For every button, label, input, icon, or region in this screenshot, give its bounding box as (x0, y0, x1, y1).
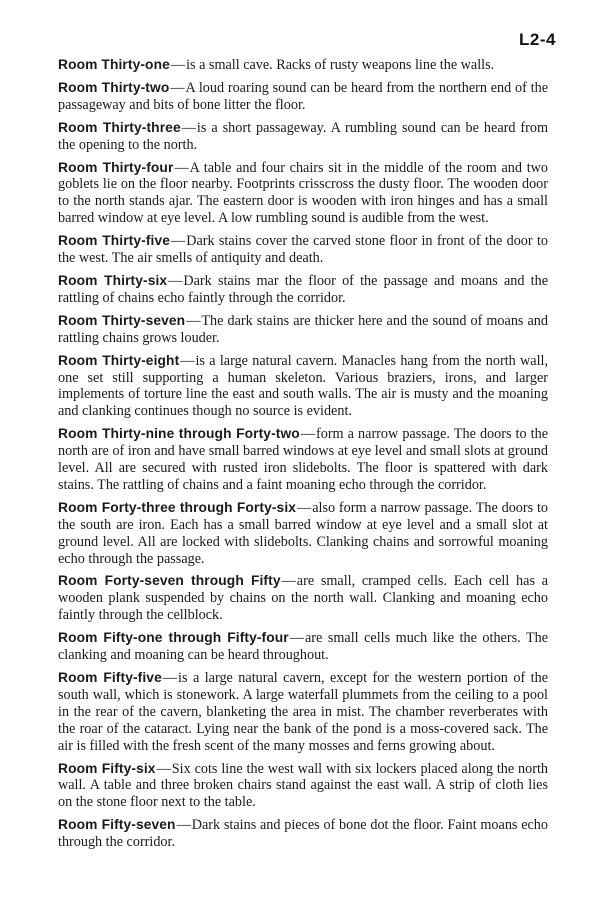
page-code: L2-4 (519, 30, 556, 49)
em-dash: — (170, 57, 186, 73)
room-entry (58, 573, 548, 624)
room-title: Room Thirty-eight (58, 352, 180, 368)
room-text: Dark stains and pieces of bone dot the floor. Faint moans echo through the corridor. (58, 817, 548, 851)
room-text: is a short passageway. A rumbling sound can be heard from the opening to the north. (58, 119, 548, 153)
room-text: are small, cramped cells. Each cell has a wooden plank suspended by chains on the north wall. Clanking and moaning echo faintly through the cellblock. (58, 573, 548, 624)
em-dash: — (176, 817, 191, 834)
room-title: Room Thirty-six (58, 272, 168, 288)
room-entry (58, 630, 548, 664)
room-title: Room Thirty-five (58, 233, 171, 249)
room-title: Room Thirty-two (58, 79, 170, 95)
room-entry (58, 817, 548, 851)
room-entry (58, 120, 548, 154)
room-entry (58, 313, 548, 347)
room-title: Room Thirty-four (58, 159, 174, 175)
room-text: is a large natural cavern. Manacles hang from the north wall, one set still supporting a human skeleton. Various braziers, irons, and larger implements of torture line the east and south walls. The air is musty and the moaning and clanking continues though no source is evident. (58, 352, 549, 420)
room-descriptions (58, 57, 548, 857)
room-entry (58, 500, 548, 568)
room-title: Room Thirty-three (58, 119, 181, 135)
room-text: A table and four chairs sit in the middle of the room and two goblets lie on the floor nearby. Footprints crisscross the dusty floor. The wooden door to the north stands ajar. The eastern door is wooden with iron hinges and has a small barred window at eye level. A low rumbling sound is audible from the west. (58, 159, 548, 227)
em-dash: — (289, 630, 304, 647)
room-title: Room Thirty-one (58, 57, 170, 72)
room-title: Room Fifty-seven (58, 817, 176, 833)
room-title: Room Forty-three through Forty-six (58, 499, 297, 515)
room-entry (58, 80, 548, 114)
room-text: is a small cave. Racks of rusty weapons line the walls. (186, 57, 495, 73)
room-text: also form a narrow passage. The doors to the south are iron. Each has a small barred window at eye level and a small slot at ground level. All are locked with slidebolts. Clanking chains and sorrowful moaning echo through the passage. (58, 499, 548, 567)
em-dash: — (170, 79, 185, 96)
room-text: are small cells much like the others. The clanking and moaning can be heard throughout. (58, 630, 548, 664)
room-title: Room Thirty-nine through Forty-two (58, 426, 300, 442)
em-dash: — (174, 159, 189, 176)
em-dash: — (162, 670, 178, 686)
room-entry (58, 233, 548, 267)
room-text: Dark stains cover the carved stone floor in front of the door to the west. The air smells of antiquity and death. (58, 233, 548, 267)
em-dash: — (181, 119, 196, 136)
room-text: The dark stains are thicker here and the sound of moans and rattling chains grows louder. (58, 312, 548, 346)
room-title: Room Forty-seven through Fifty (58, 573, 281, 589)
em-dash: — (168, 272, 183, 289)
em-dash: — (180, 352, 195, 369)
room-entry (58, 670, 548, 755)
room-text: A loud roaring sound can be heard from the northern end of the passageway and bits of bone litter the floor. (58, 79, 548, 113)
room-title: Room Thirty-seven (58, 312, 186, 328)
room-entry (58, 353, 548, 421)
room-title: Room Fifty-six (58, 760, 156, 776)
room-title: Room Fifty-one through Fifty-four (58, 630, 289, 646)
room-entry (58, 160, 548, 228)
room-text: Dark stains mar the floor of the passage and moans and the rattling of chains echo faintly through the corridor. (58, 272, 548, 306)
room-text: Six cots line the west wall with six lockers placed along the north wall. A table and three broken chairs stand against the east wall. A strip of cloth lies on the stone floor next to the table. (58, 760, 549, 811)
em-dash: — (300, 426, 316, 443)
room-title: Room Fifty-five (58, 670, 162, 685)
room-entry (58, 426, 548, 494)
em-dash: — (156, 760, 171, 777)
room-text: form a narrow passage. The doors to the north are of iron and have small barred windows at eye level and small slots at ground level. All are secured with rusted iron slidebolts. The floor is spattered with dark stains. The rattling of chains and a faint moaning echo through the corridor. (58, 426, 549, 493)
em-dash: — (171, 233, 186, 250)
room-entry (58, 761, 548, 812)
em-dash: — (297, 499, 312, 516)
em-dash: — (186, 312, 201, 329)
room-entry (58, 273, 548, 307)
em-dash: — (281, 573, 296, 590)
room-text: is a large natural cavern, except for the western portion of the south wall, which is stonework. A large waterfall plummets from the ceiling to a pool in the rear of the cavern, blanketing the area in mist. The chamber reverberates with the roar of the cataract. Lying near the bank of the pond is a moss-covered sack. The air is filled with the fresh scent of the many mosses and ferns growing about. (58, 670, 548, 754)
room-entry (58, 57, 548, 74)
